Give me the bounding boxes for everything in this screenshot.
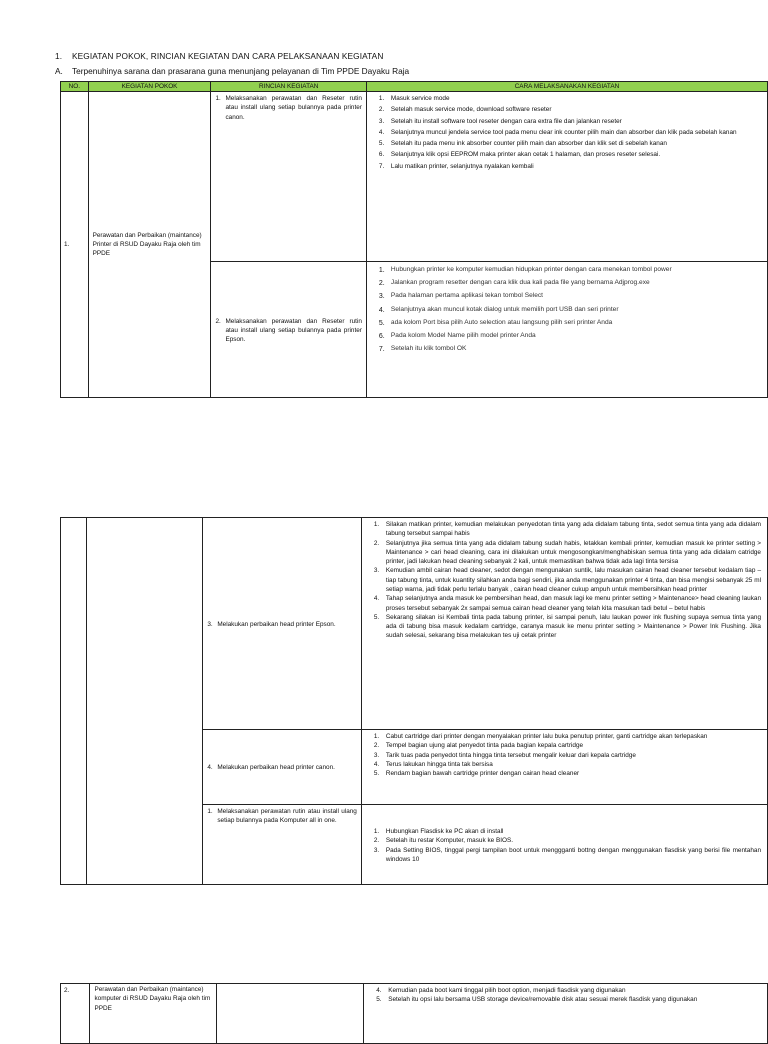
row-no: 2. xyxy=(61,984,90,1044)
list-item-num: 7. xyxy=(378,162,385,170)
list-item-num: 4. xyxy=(378,128,385,136)
list-item-text: Selanjutnya klik opsi EEPROM maka printer akan cetak 1 halaman, dan proses reseter selesai. xyxy=(390,151,661,159)
list-item xyxy=(376,986,761,995)
list-item-num: 5. xyxy=(378,319,385,327)
list-item-text: Sekarang silakan isi Kembali tinta pada tabung printer, isi sampai penuh, lalu laukan power ink flushing supaya semua tinta yang ada di tabung bisa masuk kedalam cartridge, caranya masuk ke menu printer setting > Maintenance > Power Ink Flushing. Jika sudah selesai, sekarang bisa melakukan tes uji cetak printer xyxy=(385,613,761,640)
list-item-num: 2. xyxy=(373,837,380,845)
cara-list xyxy=(374,732,761,778)
list-item-num: 4. xyxy=(376,987,382,994)
list-item xyxy=(379,94,761,103)
list-item-text: Pada Setting BIOS, tinggal pergi tampilan boot untuk menggganti bottng dengan menggunakan flasdisk yang berisi file mentahan windows 10 xyxy=(385,846,761,863)
rincian-cell xyxy=(203,518,362,730)
list-item xyxy=(374,769,761,778)
heading-line-2-text: Terpenuhinya sarana dan prasarana guna menunjang pelayanan di Tim PPDE Dayaku Raja xyxy=(72,66,410,76)
col-header-rincian: RINCIAN KEGIATAN xyxy=(211,82,366,92)
row-no: 1. xyxy=(61,92,89,398)
list-item xyxy=(379,162,761,171)
activity-table-2 xyxy=(60,517,768,885)
list-item-text: Setelah itu opsi lalu bersama USB storage device/removable disk atau sesuai merek flasdisk yang digunakan xyxy=(388,996,698,1004)
list-item-text: Selanjutnya jika semua tinta yang ada didalam tabung sudah habis, letakkan kembali printer, kemudian masuk ke printer setting > Maintenance > cari head cleaning, cara ini dilakukan untuk mengosongkan/menghabiskan semua tinta yang ada didalam catridge printer, jadi lakukan head cleaning sebanyak 2 kali, untuk memastikan bahwa tidak ada lagi tinta tersisa xyxy=(385,539,761,566)
kegiatan-pokok: Perawatan dan Perbaikan (maintance) komputer di RSUD Dayaku Raja oleh tim PPDE xyxy=(90,984,217,1044)
list-item-text: Kemudian pada boot kami tinggal pilih boot option, menjadi flasdisk yang digunakan xyxy=(388,987,626,994)
list-item-num: 2. xyxy=(373,742,380,750)
list-item-num: 2. xyxy=(373,539,380,547)
list-item xyxy=(379,318,761,329)
kegiatan-pokok: Perawatan dan Perbaikan (maintance) Printer di RSUD Dayaku Raja oleh tim PPDE xyxy=(88,92,211,398)
list-item-num: 5. xyxy=(378,140,385,148)
list-item xyxy=(374,566,761,594)
list-item xyxy=(379,150,761,159)
list-item xyxy=(374,846,761,865)
rincian-cell xyxy=(211,262,366,398)
list-item xyxy=(374,760,761,769)
list-item-text: Tempel bagian ujung alat penyedot tinta pada bagian kepala cartridge xyxy=(385,742,584,750)
list-item-num: 1. xyxy=(373,521,380,528)
list-item xyxy=(376,995,761,1004)
list-item-text: Setelah itu install software tool reseter dengan cara extra file dan jalankan reseter xyxy=(390,117,622,125)
list-item xyxy=(374,751,761,760)
rincian-text: Melaksanakan perawatan dan Reseter rutin atau install ulang setiap bulannya pada printer Epson. xyxy=(225,317,362,344)
list-item-num: 5. xyxy=(376,996,382,1004)
row-no-empty xyxy=(61,518,87,885)
list-item-text: Silakan matikan printer, kemudian melakukan penyedotan tinta yang ada didalam tabung tinta, sedot semua tinta yang ada didalam tabung tersebut sampai habis xyxy=(385,521,761,538)
list-item xyxy=(379,265,761,276)
list-item-text: Selanjutnya akan muncul kotak dialog untuk memilih port USB dan seri printer xyxy=(390,305,619,313)
list-item xyxy=(379,305,761,316)
list-item-num: 7. xyxy=(378,346,385,354)
list-item xyxy=(374,594,761,613)
list-item-num: 5. xyxy=(373,770,380,778)
list-item-text: Selanjutnya muncul jendela service tool pada menu clear ink counter pilih main dan absorber dan klik pada sebelah kanan xyxy=(390,128,737,136)
list-item xyxy=(374,539,761,567)
cara-list xyxy=(374,520,761,641)
list-item-text: Hubungkan printer ke komputer kemudian hidupkan printer dengan cara menekan tombol power xyxy=(390,266,672,273)
list-item-text: Pada halaman pertama aplikasi tekan tombol Select xyxy=(390,292,544,300)
col-header-cara: CARA MELAKSANAKAN KEGIATAN xyxy=(366,82,767,92)
list-item-text: Hubungkan Flasdisk ke PC akan di install xyxy=(385,827,504,835)
rincian-cell xyxy=(203,730,362,805)
rincian-num: 3. xyxy=(207,620,213,628)
list-item-text: Cabut cartridge dari printer dengan menyalakan printer lalu buka penutup printer, ganti cartridge akan terlepaskan xyxy=(385,733,708,740)
heading-line-2-num: A. xyxy=(55,66,63,76)
list-item-num: 4. xyxy=(373,760,380,768)
list-item xyxy=(374,613,761,641)
list-item xyxy=(379,117,761,126)
list-item-num: 1. xyxy=(373,733,380,740)
list-item xyxy=(379,128,761,137)
rincian-cell xyxy=(203,805,362,885)
rincian-cell-empty xyxy=(217,984,364,1044)
list-item-text: Setelah masuk service mode, download software reseter xyxy=(390,106,552,114)
col-header-pokok: KEGIATAN POKOK xyxy=(88,82,211,92)
list-item-num: 3. xyxy=(373,846,380,854)
rincian-cell xyxy=(211,92,366,262)
list-item-num: 1. xyxy=(378,95,385,102)
list-item-num: 6. xyxy=(378,151,385,159)
list-item-num: 2. xyxy=(378,280,385,288)
rincian-num: 1. xyxy=(215,95,221,102)
list-item-text: Setelah itu klik tombol OK xyxy=(390,345,467,353)
list-item-num: 2. xyxy=(378,106,385,114)
list-item-text: Masuk service mode xyxy=(390,95,450,102)
list-item-text: Rendam bagian bawah cartridge printer dengan cairan head cleaner xyxy=(385,770,580,778)
list-item-num: 3. xyxy=(378,117,385,125)
rincian-text: Melaksanakan perawatan rutin atau install ulang setiap bulannya pada Komputer all in one. xyxy=(217,808,357,825)
list-item-text: Jalankan program resetter dengan cara klik dua kali pada file yang bernama Adjprog.exe xyxy=(390,279,650,287)
cara-list xyxy=(379,94,761,171)
list-item xyxy=(374,827,761,836)
rincian-text: Melaksanakan perawatan dan Reseter rutin atau install ulang setiap bulannya pada printer canon. xyxy=(225,95,362,121)
list-item-text: ada kolom Port bisa pilih Auto selection atau langsung pilih seri printer Anda xyxy=(390,318,613,326)
heading-line-1 xyxy=(55,51,383,61)
table-row xyxy=(61,92,768,262)
cara-list xyxy=(374,827,761,864)
cara-cell xyxy=(361,805,767,885)
list-item xyxy=(379,278,761,289)
cara-cell xyxy=(364,984,768,1044)
list-item xyxy=(379,291,761,302)
table-row xyxy=(61,518,768,730)
rincian-num: 1. xyxy=(207,808,213,815)
heading-line-2 xyxy=(55,66,409,76)
list-item-num: 6. xyxy=(378,332,385,340)
list-item-num: 4. xyxy=(378,306,385,314)
list-item-num: 1. xyxy=(373,827,380,835)
list-item-text: Lalu matikan printer, selanjutnya nyalakan kembali xyxy=(390,162,534,170)
cara-list xyxy=(379,265,761,355)
rincian-num: 2. xyxy=(215,317,221,325)
cara-cell xyxy=(361,730,767,805)
list-item-num: 3. xyxy=(378,293,385,301)
list-item-num: 4. xyxy=(373,595,380,603)
list-item xyxy=(379,344,761,355)
heading-line-1-num: 1. xyxy=(55,51,63,61)
list-item xyxy=(374,836,761,845)
rincian-num: 4. xyxy=(207,764,213,772)
rincian-text: Melakukan perbaikan head printer canon. xyxy=(217,764,335,772)
rincian-text: Melakukan perbaikan head printer Epson. xyxy=(217,620,336,628)
list-item-text: Tahap selanjutnya anda masuk ke pembersihan head, dan masuk lagi ke menu printer setting > Maintenance> head cleaning laukan proses tersebut sebanyak 2x sampai semua cairan head cleaner yang telah kita masukan tadi betul – betul habis xyxy=(385,595,761,612)
list-item-text: Kemudian ambil cairan head cleaner, sedot dengan mengunakan suntik, lalu masukan cairan head cleaner tersebut kedalam tiap – tiap tabung tinta, untuk kuantity silahkan anda bagi sendiri, jika anda menggunakan printer 4 tinta, dan bisa mengisi sebanyak 25 ml setiap warna, jadi tidak perlu terlalu banyak , cairan head cleaner cukup ampuh untuk membersihkan head printer xyxy=(385,567,761,593)
list-item-num: 3. xyxy=(373,751,380,759)
list-item-num: 1. xyxy=(378,267,385,274)
heading-line-1-text: KEGIATAN POKOK, RINCIAN KEGIATAN DAN CARA PELAKSANAAN KEGIATAN xyxy=(72,51,384,61)
activity-table-3 xyxy=(60,983,768,1044)
list-item-num: 3. xyxy=(373,567,380,575)
cara-cell xyxy=(366,92,767,262)
kegiatan-pokok-empty xyxy=(87,518,203,885)
list-item xyxy=(374,732,761,741)
list-item xyxy=(374,741,761,750)
list-item-text: Terus lakukan hingga tinta tak bersisa xyxy=(385,760,493,768)
col-header-no: NO. xyxy=(61,82,89,92)
list-item xyxy=(379,105,761,114)
list-item-text: Tarik tuas pada penyedot tinta hingga tinta tersebut mengalir keluar dari kepala cartridge xyxy=(385,751,636,759)
cara-list xyxy=(376,986,761,1005)
list-item-text: Pada kolom Model Name pilih model printer Anda xyxy=(390,331,536,339)
list-item-num: 5. xyxy=(373,613,380,621)
list-item xyxy=(379,331,761,342)
list-item-text: Setelah itu restar Komputer, masuk ke BIOS. xyxy=(385,837,514,845)
list-item-text: Setelah itu pada menu ink absorber counter pilih main dan absorber dan klik set di sebelah kanan xyxy=(390,140,667,148)
table-header-row xyxy=(61,82,768,92)
cara-cell xyxy=(361,518,767,730)
cara-cell xyxy=(366,262,767,398)
list-item xyxy=(374,520,761,539)
activity-table-1 xyxy=(60,81,768,398)
table-row xyxy=(61,984,768,1044)
list-item xyxy=(379,139,761,148)
